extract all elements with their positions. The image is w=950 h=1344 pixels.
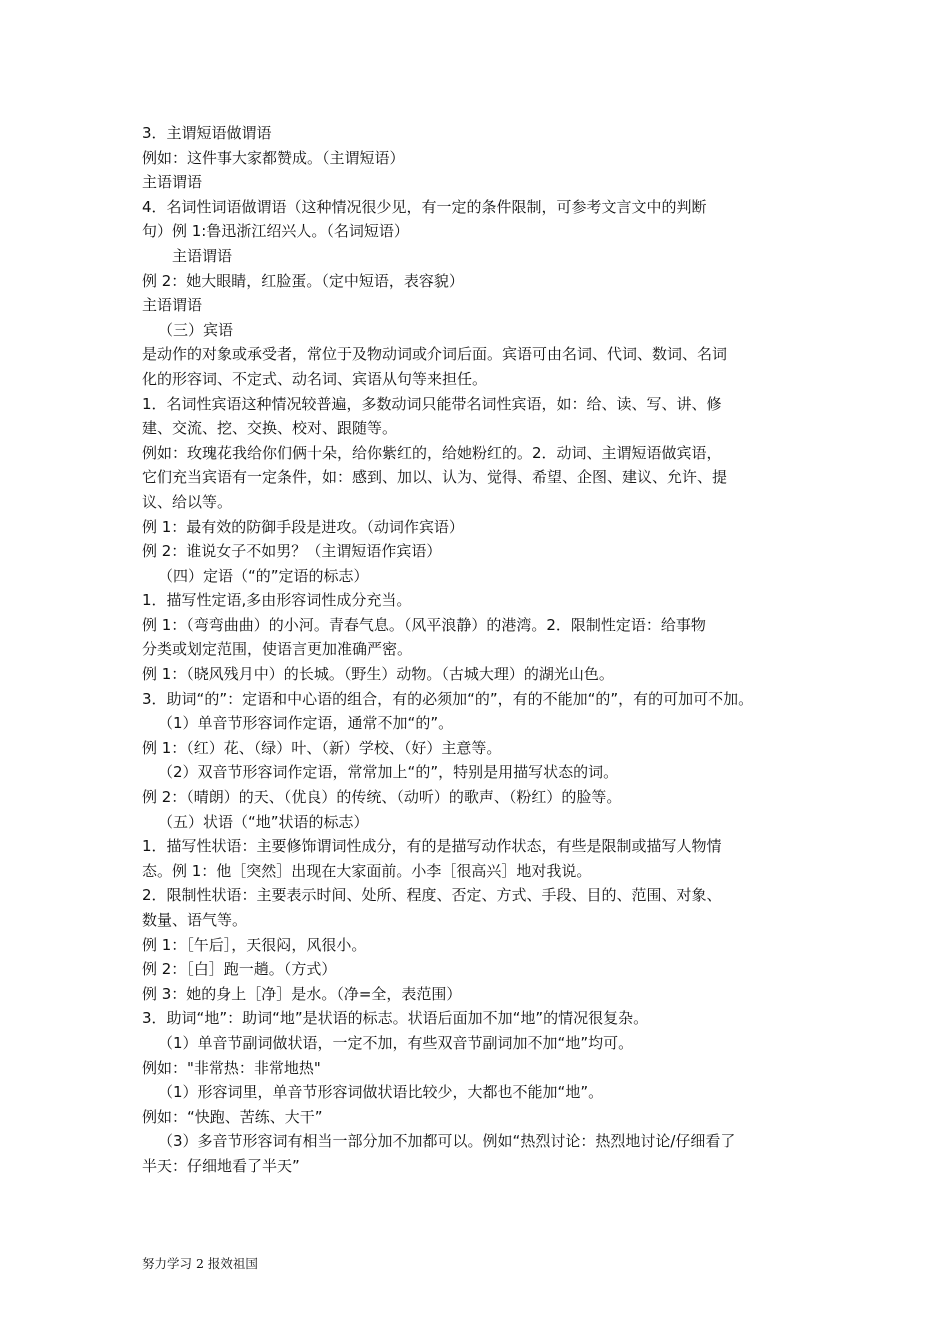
text-line: 3．助词“的”：定语和中心语的组合，有的必须加“的”，有的不能加“的”，有的可加可不加。 [142, 689, 754, 708]
text-line: 半天：仔细地看了半天” [142, 1156, 300, 1175]
text-line: （三）宾语 [158, 320, 234, 339]
text-line: （1）单音节形容词作定语，通常不加“的”。 [158, 714, 454, 733]
text-line: 例 2：［白］跑一趟。（方式） [142, 960, 337, 979]
text-line: 句）例 1:鲁迅浙江绍兴人。（名词短语） [142, 222, 409, 241]
text-line: 例 2：（晴朗）的天、（优良）的传统、（动听）的歌声、（粉红）的脸等。 [142, 788, 622, 807]
text-line: 主语谓语 [142, 173, 203, 192]
text-line: 3．助词“地”：助词“地”是状语的标志。状语后面加不加“地”的情况很复杂。 [142, 1009, 649, 1028]
text-line: 例如：“快跑、苦练、大干” [142, 1107, 323, 1126]
text-line: 例 1：最有效的防御手段是进攻。（动词作宾语） [142, 517, 464, 536]
document-body [142, 121, 822, 1179]
text-line: 主语谓语 [142, 296, 203, 315]
text-line: 主语谓语 [172, 246, 233, 265]
text-line: 例如：这件事大家都赞成。（主谓短语） [142, 148, 405, 167]
text-line: 例 2：谁说女子不如男？（主谓短语作宾语） [142, 542, 442, 561]
text-line: 例 1：（弯弯曲曲）的小河。青春气息。（风平浪静）的港湾。2．限制性定语：给事物 [142, 615, 706, 634]
text-line: 例如："非常热：非常地热" [142, 1058, 321, 1077]
text-line: 3．主谓短语做谓语 [142, 124, 272, 142]
text-line: （2）双音节形容词作定语，常常加上“的”，特别是用描写状态的词。 [158, 763, 619, 782]
text-line: 例 1：（晓风残月中）的长城。（野生）动物。（古城大理）的湖光山色。 [142, 665, 614, 684]
text-line: 它们充当宾语有一定条件，如：感到、加以、认为、觉得、希望、企图、建议、允许、提 [142, 468, 728, 487]
text-line: 1．描写性状语：主要修饰谓词性成分，有的是描写动作状态，有些是限制或描写人物情 [142, 837, 722, 856]
text-line: （1）形容词里，单音节形容词做状语比较少，大都也不能加“地”。 [158, 1083, 604, 1102]
text-line: （四）定语（“的”定语的标志） [158, 566, 369, 585]
text-line: 数量、语气等。 [142, 911, 248, 929]
text-line: 态。例 1：他［突然］出现在大家面前。小李［很高兴］地对我说。 [142, 861, 592, 880]
text-line: 1．描写性定语,多由形容词性成分充当。 [142, 591, 412, 610]
text-line: 例 1：［午后］，天很闷，风很小。 [142, 935, 367, 954]
text-line: （1）单音节副词做状语，一定不加，有些双音节副词加不加“地”均可。 [158, 1033, 634, 1052]
text-line: （五）状语（“地”状语的标志） [158, 812, 369, 831]
text-line: 2．限制性状语：主要表示时间、处所、程度、否定、方式、手段、目的、范围、对象、 [142, 886, 722, 905]
text-line: 化的形容词、不定式、动名词、宾语从句等来担任。 [142, 369, 488, 388]
text-line: 4．名词性词语做谓语（这种情况很少见，有一定的条件限制，可参考文言文中的判断 [142, 197, 707, 216]
text-line: 例 2：她大眼睛，红脸蛋。（定中短语，表容貌） [142, 271, 464, 290]
text-line: 分类或划定范围，使语言更加准确严密。 [142, 640, 413, 659]
text-line: 是动作的对象或承受者，常位于及物动词或介词后面。宾语可由名词、代词、数词、名词 [142, 345, 728, 364]
text-line: 例如：玫瑰花我给你们俩十朵，给你紫红的，给她粉红的。2．动词、主谓短语做宾语， [142, 443, 722, 462]
text-line: 例 3：她的身上［净］是水。（净=全，表范围） [142, 984, 462, 1003]
text-line: 例 1：（红）花、（绿）叶、（新）学校、（好）主意等。 [142, 738, 502, 757]
text-line: 1．名词性宾语这种情况较普遍，多数动词只能带名词性宾语，如：给、读、写、讲、修 [142, 394, 722, 413]
text-line: （3）多音节形容词有相当一部分加不加都可以。例如“热烈讨论：热烈地讨论/仔细看了 [158, 1132, 736, 1151]
text-line: 议、给以等。 [142, 492, 233, 511]
page-footer: 努力学习 2 报效祖国 [142, 1256, 258, 1271]
text-line: 建、交流、挖、交换、校对、跟随等。 [142, 419, 398, 438]
